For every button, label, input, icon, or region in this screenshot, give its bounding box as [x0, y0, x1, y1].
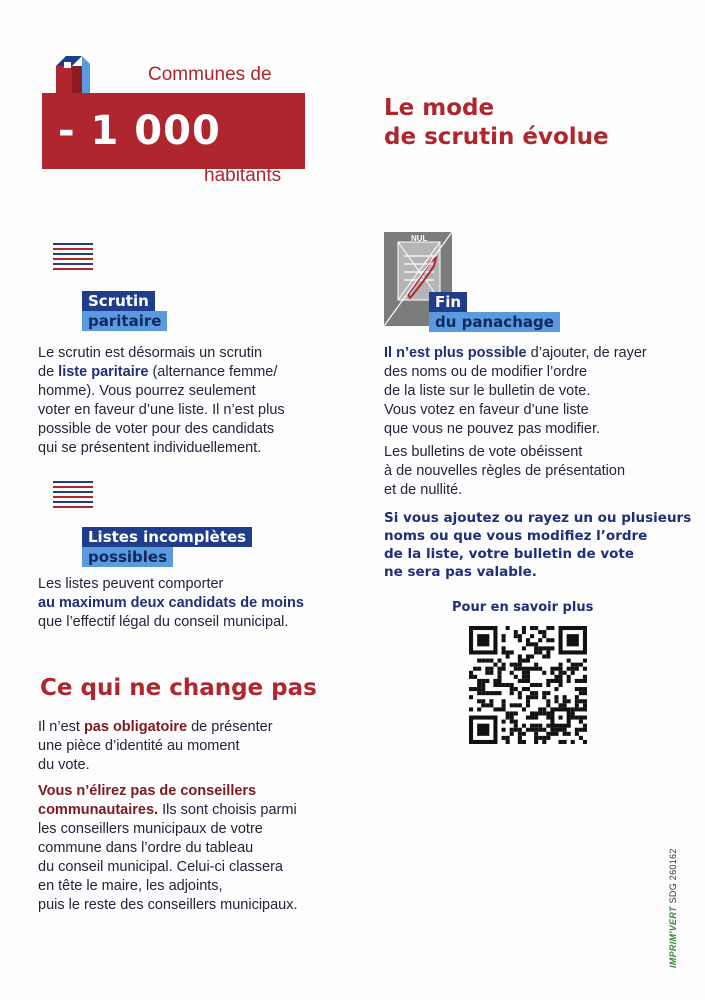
- panachage-paragraph-1: [384, 344, 647, 439]
- text-line: [38, 363, 285, 382]
- printer-credit: [668, 848, 678, 968]
- text-line: homme). Vous pourrez seulement: [38, 383, 256, 399]
- text-line: de la liste sur le bulletin de vote.: [384, 383, 591, 399]
- text-span: d’ajouter, de rayer: [526, 345, 647, 361]
- text-line: que vous ne pouvez pas modifier.: [384, 421, 601, 437]
- text-span: de: [38, 364, 59, 380]
- imprim-vert-logo: IMPRIM'VERT: [668, 906, 678, 968]
- text-line: des noms ou de modifier l’ordre: [384, 364, 588, 380]
- text-line: [38, 594, 304, 613]
- text-line: possible de voter pour des candidats: [38, 421, 275, 437]
- text-line: [38, 782, 298, 801]
- bold-span: pas obligatoire: [83, 719, 188, 735]
- population-number: - 1 000: [58, 108, 221, 154]
- tag-listes-incompletes: [82, 527, 252, 567]
- text-line: Vous votez en faveur d’une liste: [384, 402, 589, 418]
- text-line: ne sera pas valable.: [384, 564, 537, 580]
- text-line: les conseillers municipaux de votre: [38, 821, 263, 837]
- text-line: Si vous ajoutez ou rayez un ou plusieurs: [384, 510, 692, 526]
- text-line: [38, 718, 273, 737]
- text-line: du conseil municipal. Celui-ci classera: [38, 859, 283, 875]
- tag-line2: paritaire: [82, 311, 167, 331]
- text-span: de présenter: [187, 719, 273, 735]
- text-line: une pièce d’identité au moment: [38, 738, 240, 754]
- text-line: commune dans l’ordre du tableau: [38, 840, 254, 856]
- credit-code: SDG 260162: [668, 848, 678, 904]
- main-title: [384, 94, 609, 152]
- section-title-unchanged: Ce qui ne change pas: [40, 675, 317, 701]
- ballot-label: NUL: [411, 234, 428, 243]
- text-line: que l’effectif légal du conseil municipal.: [38, 614, 289, 630]
- text-span: (alternance femme/: [148, 364, 278, 380]
- unchanged-paragraph-1: [38, 718, 273, 775]
- tag-fin-panachage: [429, 292, 560, 332]
- bold-span: communautaires.: [38, 802, 159, 818]
- text-line: [384, 344, 647, 363]
- bold-span: Il n’est plus possible: [384, 345, 527, 361]
- text-line: noms ou que vous modifiez l’ordre: [384, 528, 648, 544]
- tag-line2: du panachage: [429, 312, 560, 332]
- unchanged-paragraph-2: [38, 782, 298, 915]
- text-line: à de nouvelles règles de présentation: [384, 463, 626, 479]
- text-line: qui se présentent individuellement.: [38, 440, 262, 456]
- text-line: Le scrutin est désormais un scrutin: [38, 345, 263, 361]
- incompletes-paragraph: [38, 575, 304, 632]
- flag-lines-icon: [53, 481, 93, 515]
- text-span: Il n’est: [38, 719, 84, 735]
- text-line: du vote.: [38, 757, 90, 773]
- tag-line1: Fin: [429, 292, 467, 312]
- more-info-label: Pour en savoir plus: [452, 600, 594, 615]
- bold-span: au maximum deux candidats de moins: [38, 595, 304, 611]
- flag-lines-icon: [53, 243, 93, 277]
- text-line: Les listes peuvent comporter: [38, 576, 224, 592]
- text-line: et de nullité.: [384, 482, 463, 498]
- text-line: en tête le maire, les adjoints,: [38, 878, 223, 894]
- bold-span: liste paritaire: [58, 364, 149, 380]
- qr-code-icon[interactable]: [469, 626, 587, 744]
- tag-line1: Listes incomplètes: [82, 527, 252, 547]
- tag-line1: Scrutin: [82, 291, 155, 311]
- bold-span: Vous n’élirez pas de conseillers: [38, 783, 257, 799]
- panachage-paragraph-2: [384, 443, 625, 500]
- tag-line2: possibles: [82, 547, 173, 567]
- badge-bottom-label: habitants: [204, 165, 282, 186]
- text-line: puis le reste des conseillers municipaux.: [38, 897, 298, 913]
- text-line: [38, 801, 298, 820]
- main-title-line2: de scrutin évolue: [384, 124, 609, 150]
- text-line: de la liste, votre bulletin de vote: [384, 546, 635, 562]
- badge-top-label: Communes de: [148, 64, 272, 85]
- paritaire-paragraph: [38, 344, 285, 458]
- text-line: Les bulletins de vote obéissent: [384, 444, 583, 460]
- tag-scrutin-paritaire: [82, 291, 167, 331]
- text-line: voter en faveur d’une liste. Il n’est plus: [38, 402, 285, 418]
- text-span: Ils sont choisis parmi: [158, 802, 297, 818]
- main-title-line1: Le mode: [384, 95, 495, 121]
- panachage-warning: [384, 509, 691, 581]
